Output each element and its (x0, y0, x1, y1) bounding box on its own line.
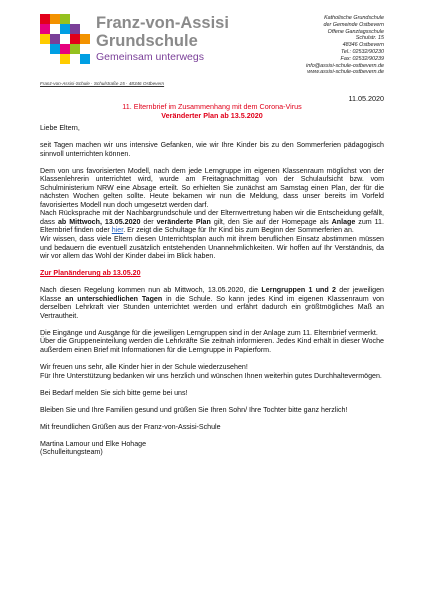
plan-link[interactable]: hier (111, 226, 124, 235)
bold-text: veränderte Plan (156, 217, 211, 226)
paragraph-5 (40, 286, 384, 320)
paragraph-4: Wir wissen, dass viele Eltern diesen Unterrichtsplan auch mit ihrem beruflichen Einsatz abstimmen müssen und bedauern die eventuell zusätzlich entstehenden Unannehmlichkeiten. Wir hoffen auf Ihr Verständnis, da wir vor allem das Wohl der Kinder dabei im Blick haben. (40, 235, 384, 261)
address-line: der Gemeinde Ostbevern (323, 21, 384, 28)
text-run: Nach diesen Regelung kommen nun ab Mittwoch, 13.05.2020, die (40, 286, 262, 295)
logo-text (96, 14, 246, 64)
school-tagline: Gemeinsam unterwegs (96, 51, 204, 63)
address-website: www.assisi-schule-ostbevern.de (307, 69, 384, 76)
text-run: der jeweiligen Klasse (40, 286, 385, 303)
title-line1: 11. Elternbrief im Zusammenhang mit dem Corona-Virus (122, 102, 302, 111)
paragraph-6b: Über die Gruppeneinteilung werden die Lehrkräfte Sie zeitnah informieren. Jedes Kind erhält in dieser Woche außerdem einen Brief mit Informationen für die Lerngruppe in Papierform. (40, 337, 384, 354)
closing: Mit freundlichen Grüßen aus der Franz-von-Assisi-Schule (40, 422, 221, 431)
address-line: Katholische Grundschule (324, 15, 384, 21)
school-name-line2: Grundschule (96, 32, 198, 50)
address-email: info@assisi-schule-ostbevern.de (306, 62, 384, 69)
paragraph-6a: Die Eingänge und Ausgänge für die jeweiligen Lerngruppen sind in der Anlage zum 11. Elternbrief vermerkt. (40, 328, 378, 337)
title-line2: Veränderter Plan ab 13.5.2020 (161, 111, 263, 120)
text-run: zum 11. Elternbrief finden oder (40, 217, 384, 235)
paragraph-1: seit Tagen machen wir uns intensive Gefanken, wie wir Ihre Kinder bis zu den Sommerferien pädagogisch sinnvoll unterrichten können. (40, 141, 384, 158)
address-phone: Tel.: 02532/90230 (341, 48, 384, 55)
address-line: Schulstr. 15 (355, 35, 384, 42)
bold-text: ab Mittwoch, 13.05.2020 (57, 217, 141, 226)
text-run: . Er zeigt die Schultage für Ihr Kind bis zum Beginn der Sommerferien an. (123, 226, 354, 235)
address-line: 48346 Ostbevern (342, 42, 384, 49)
sender-line: Franz-von-Assisi-Schule · Schulstraße 15 · 48346 Ostbevern (40, 81, 165, 86)
text-run: in die Schule. So kann jedes Kind im eigenen Klassenraum von derselben Lehrkraft vier Stunden unterrichtet werden und erfährt dadurch ein größtmögliches Maß an Vertrautheit. (40, 294, 385, 320)
letter-body (40, 124, 384, 457)
logo-mosaic-icon (40, 14, 90, 64)
signature-names: Martina Lamour und Elke Hohage (40, 439, 147, 448)
section-heading: Zur Planänderung ab 13.05.20 (40, 269, 141, 278)
paragraph-8: Bei Bedarf melden Sie sich bitte gerne bei uns! (40, 388, 188, 397)
school-name-line1: Franz-von-Assisi (96, 14, 229, 32)
signature-role: (Schulleitungsteam) (40, 448, 103, 457)
text-run: der (140, 217, 157, 226)
bold-text: Anlage (331, 217, 356, 226)
bold-text: Lerngruppen 1 und 2 (261, 286, 336, 295)
school-address-block (264, 15, 384, 76)
paragraph-2: Dem von uns favorisierten Modell, nach dem jede Lerngruppe im eigenen Klassenraum möglichst von der Klassenlehrerin unterrichtet wird, wurde am Freitagnachmittag von der Schulaufsicht bzw. vom Schulministerium NRW eine Absage erteilt. So erhielten Sie zunächst am Samstag einen Plan, der für die nächsten Wochen gelten sollte. Heute bekamen wir nun die Meldung, dass unser bereits im Vorfeld favorisiertes Modell nun doch umgesetzt werden darf. (40, 166, 384, 209)
text-run: gilt, den Sie auf der Homepage als (210, 217, 332, 226)
text-run: Nach Rücksprache mit der Nachbargrundschule und der Elternvertretung haben wir die Entscheidung gefällt, dass (40, 209, 384, 226)
school-logo (40, 14, 240, 66)
paragraph-7b: Für Ihre Unterstützung bedanken wir uns herzlich und wünschen Ihnen weiterhin gutes Durchhaltevermögen. (40, 371, 382, 380)
paragraph-3 (40, 209, 384, 235)
paragraph-7a: Wir freuen uns sehr, alle Kinder hier in der Schule wiederzusehen! (40, 363, 248, 372)
address-fax: Fax: 02532/90239 (340, 55, 384, 62)
paragraph-9: Bleiben Sie und Ihre Familien gesund und grüßen Sie Ihren Sohn/ Ihre Tochter bitte ganz herzlich! (40, 405, 348, 414)
letter-date: 11.05.2020 (348, 94, 384, 103)
address-line: Offene Ganztagsschule (327, 28, 384, 35)
greeting: Liebe Eltern, (40, 124, 80, 132)
bold-text: an unterschiedlichen Tagen (65, 294, 163, 303)
letter-title (40, 102, 384, 120)
